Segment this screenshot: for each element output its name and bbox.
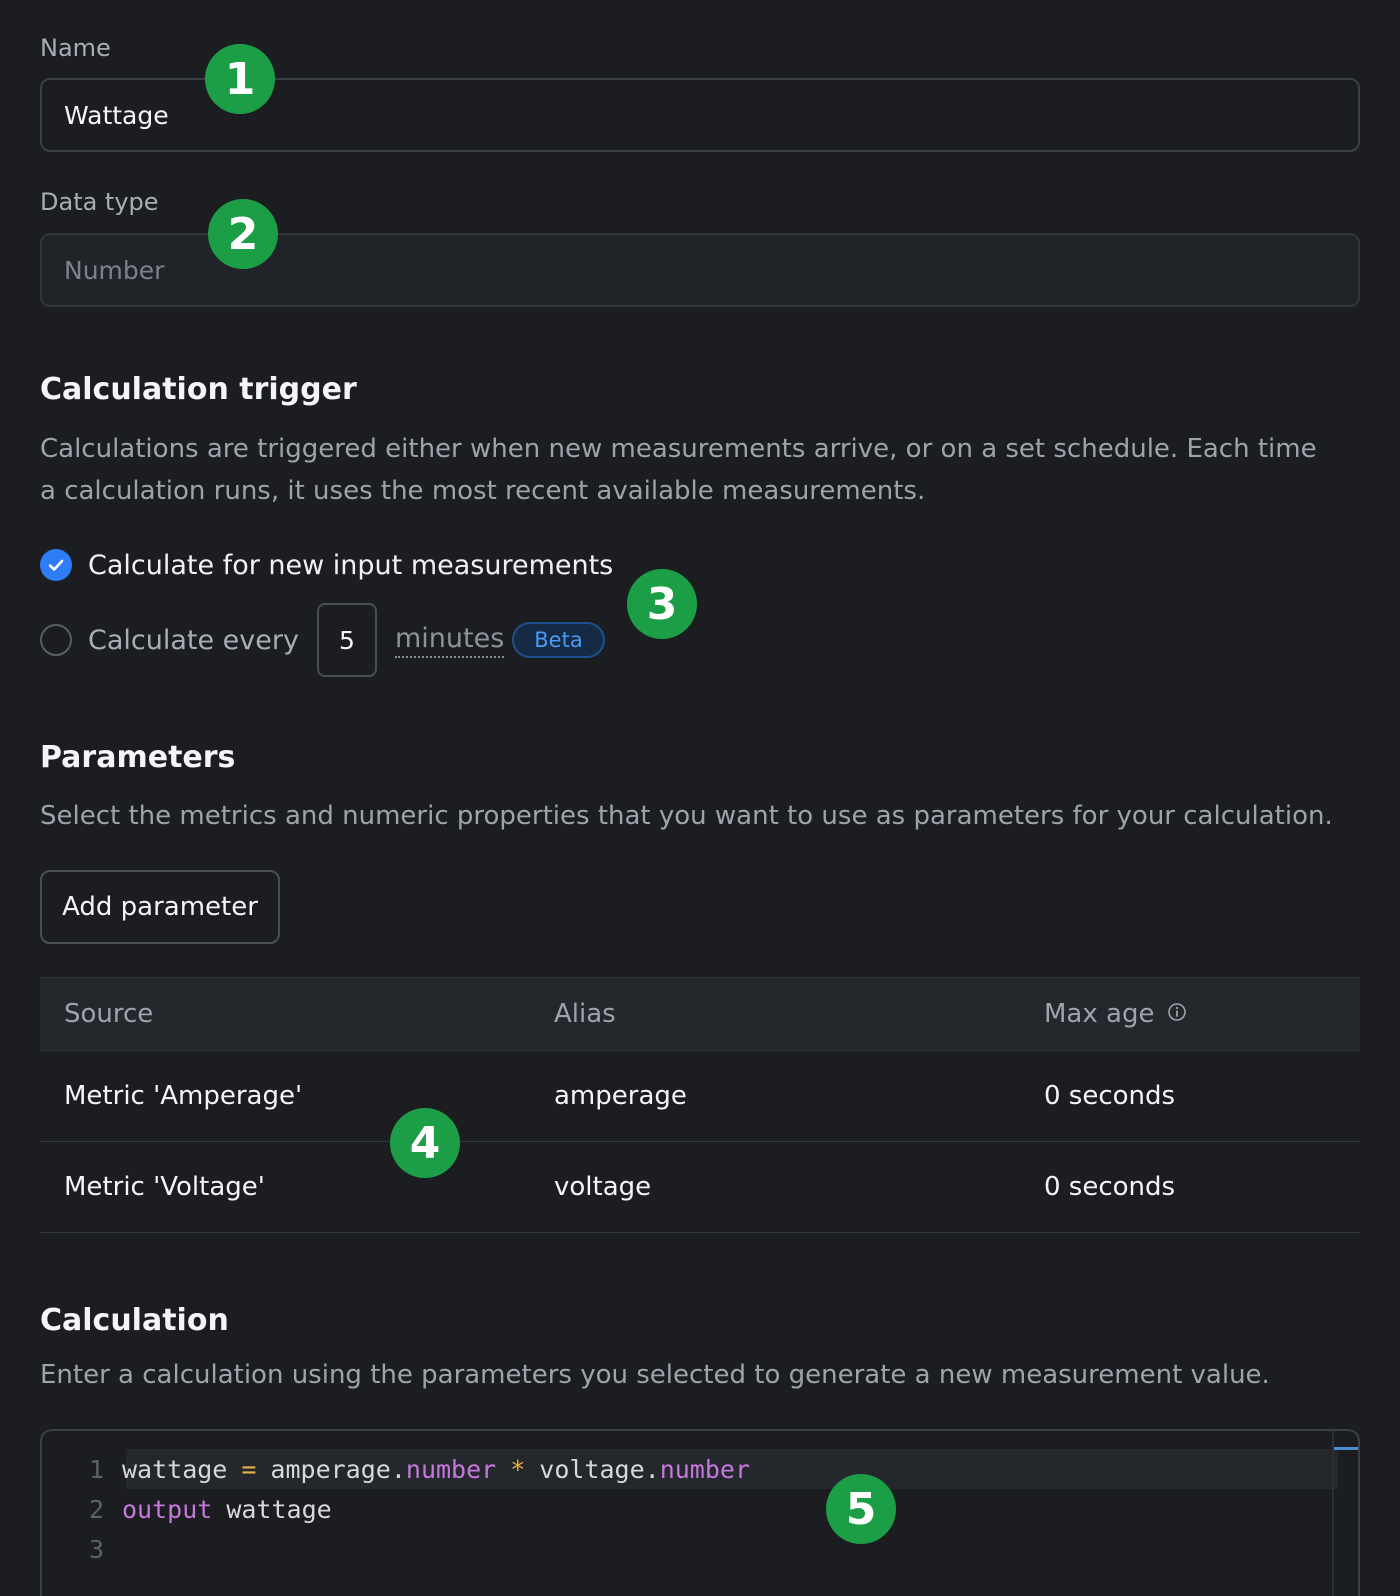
callout-badge-1: 1 [205, 44, 275, 114]
code-token: wattage [122, 1454, 228, 1484]
calculation-description: Enter a calculation using the parameters you selected to generate a new measurement value. [40, 1360, 1270, 1390]
column-header-source: Source [40, 978, 530, 1051]
editor-scroll-thumb[interactable] [1334, 1447, 1360, 1450]
table-row[interactable] [40, 1051, 1360, 1142]
line-number: 3 [88, 1534, 104, 1564]
row-source: Metric 'Voltage' [40, 1142, 530, 1233]
row-source: Metric 'Amperage' [40, 1051, 530, 1142]
max-age-label: Max age [1044, 998, 1155, 1029]
info-icon[interactable] [1167, 999, 1187, 1029]
code-token: wattage [226, 1494, 332, 1524]
option-new-label: Calculate for new input measurements [88, 549, 614, 581]
column-header-alias: Alias [530, 978, 1020, 1051]
row-alias: voltage [530, 1142, 1020, 1233]
interval-input[interactable]: 5 [317, 603, 377, 677]
datatype-label: Data type [40, 188, 159, 216]
parameters-description: Select the metrics and numeric properties that you want to use as parameters for your calculation. [40, 801, 1333, 831]
radio-icon[interactable] [40, 624, 72, 656]
trigger-title: Calculation trigger [40, 372, 357, 407]
code-token: voltage. [539, 1454, 660, 1484]
calculation-title: Calculation [40, 1303, 229, 1338]
code-token: amperage. [270, 1454, 406, 1484]
editor-scrollbar-track[interactable] [1332, 1431, 1334, 1596]
parameters-title: Parameters [40, 740, 236, 775]
add-parameter-button[interactable]: Add parameter [40, 870, 280, 944]
line-number: 2 [88, 1494, 104, 1524]
beta-badge: Beta [512, 622, 604, 658]
column-header-max-age [1020, 978, 1360, 1051]
trigger-description: Calculations are triggered either when new measurements arrive, or on a set schedule. Each time a calculation runs, it uses the most recent available measurements. [40, 434, 1317, 506]
option-new-measurements[interactable] [40, 549, 613, 581]
name-label: Name [40, 34, 111, 62]
name-input[interactable]: Wattage [40, 78, 1360, 152]
interval-unit: minutes [395, 623, 504, 658]
callout-badge-2: 2 [208, 199, 278, 269]
row-max-age: 0 seconds [1020, 1051, 1360, 1142]
callout-badge-3: 3 [627, 569, 697, 639]
code-editor[interactable] [40, 1429, 1360, 1596]
table-row[interactable] [40, 1142, 1360, 1233]
code-token: number [659, 1454, 750, 1484]
datatype-input: Number [40, 233, 1360, 307]
code-line[interactable] [42, 1449, 750, 1489]
callout-badge-4: 4 [390, 1108, 460, 1178]
line-number: 1 [88, 1454, 104, 1484]
code-token: * [510, 1454, 526, 1484]
code-token: output [122, 1494, 213, 1524]
option-calculate-every[interactable] [40, 603, 605, 677]
parameters-table [40, 977, 1360, 1233]
row-max-age: 0 seconds [1020, 1142, 1360, 1233]
check-icon[interactable] [40, 549, 72, 581]
code-token: number [405, 1454, 497, 1484]
callout-badge-5: 5 [826, 1474, 896, 1544]
table-header-row [40, 978, 1360, 1051]
code-token: = [241, 1454, 257, 1484]
row-alias: amperage [530, 1051, 1020, 1142]
code-line[interactable] [42, 1489, 332, 1529]
code-line[interactable] [42, 1529, 122, 1569]
option-every-label: Calculate every [88, 624, 299, 656]
